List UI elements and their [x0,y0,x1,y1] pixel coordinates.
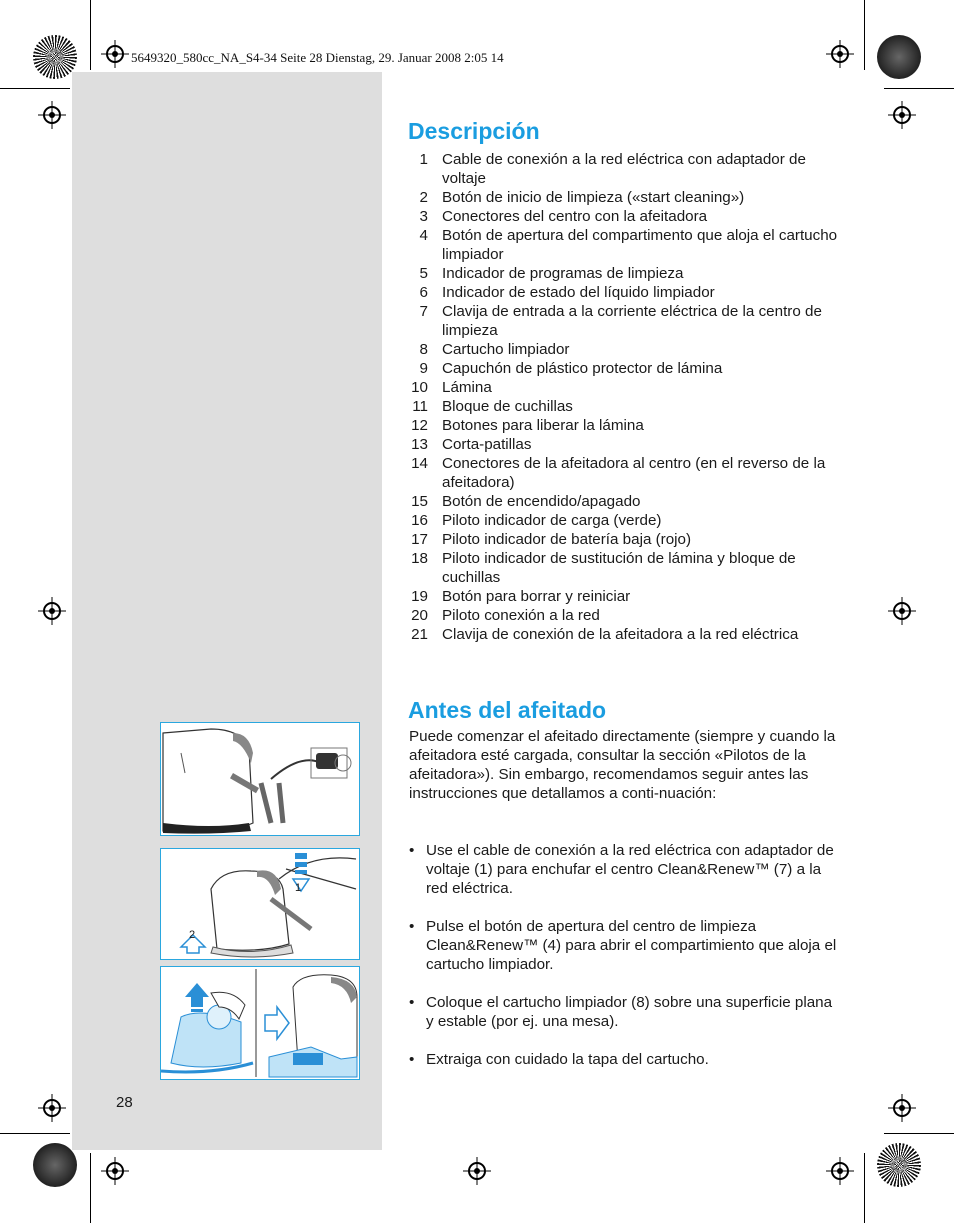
item-text: Corta-patillas [442,436,532,453]
item-number: 12 [411,417,428,434]
item-text: Conectores del centro con la afeitadora [442,208,708,225]
item-text: Botón para borrar y reiniciar [442,588,631,605]
bullet-icon: • [409,994,415,1011]
item-text: Piloto conexión a la red [442,607,600,624]
item-number: 11 [412,398,428,415]
registration-mark-icon [888,597,916,625]
density-patch-icon [877,35,921,79]
item-number: 9 [419,360,428,377]
item-text: Piloto indicador de carga (verde) [442,512,662,529]
instruction-item [409,993,839,1031]
item-number: 14 [411,455,428,472]
crop-mark [90,1153,91,1223]
description-item [400,283,850,302]
item-text: Lámina [442,379,492,396]
item-number: 21 [411,626,428,643]
description-item [400,530,850,549]
description-item [400,207,850,226]
crop-mark [0,1133,70,1134]
crop-mark [884,1133,954,1134]
item-number: 17 [411,531,428,548]
item-text: Indicador de estado del líquido limpiador [442,284,715,301]
crop-mark [864,0,865,70]
page-number: 28 [116,1094,133,1111]
item-number: 1 [419,151,428,168]
item-number: 8 [419,341,428,358]
item-text: Clavija de entrada a la corriente eléctrica de la centro de limpieza [442,303,822,339]
item-text: Cable de conexión a la red eléctrica con adaptador de voltaje [442,151,806,187]
item-number: 6 [419,284,428,301]
registration-mark-icon [463,1157,491,1185]
description-item [400,378,850,397]
item-text: Botón de encendido/apagado [442,493,641,510]
description-item [400,625,850,644]
registration-mark-icon [38,1094,66,1122]
density-patch-icon [33,1143,77,1187]
registration-mark-icon [888,1094,916,1122]
item-number: 7 [419,303,428,320]
instruction-text: Extraiga con cuidado la tapa del cartucho. [426,1051,709,1068]
item-number: 18 [411,550,428,567]
item-text: Piloto indicador de batería baja (rojo) [442,531,692,548]
description-item [400,511,850,530]
figure-step-2-label: 2 [189,929,196,941]
item-number: 15 [411,493,428,510]
description-item [400,454,850,492]
item-text: Piloto indicador de sustitución de lámina y bloque de cuchillas [442,550,796,586]
instruction-text: Pulse el botón de apertura del centro de limpieza Clean&Renew™ (4) para abrir el compartimiento que aloja el cartucho limpiador. [426,918,837,973]
item-number: 13 [411,436,428,453]
registration-mark-icon [826,1157,854,1185]
instruction-item [409,917,839,974]
description-list [400,150,850,644]
instruction-text: Coloque el cartucho limpiador (8) sobre una superficie plana y estable (por ej. una mesa). [426,994,833,1030]
item-number: 20 [411,607,428,624]
description-item [400,549,850,587]
bullet-icon: • [409,918,415,935]
registration-mark-icon [826,40,854,68]
registration-mark-icon [101,40,129,68]
description-item [400,264,850,283]
instruction-text: Use el cable de conexión a la red eléctrica con adaptador de voltaje (1) para enchufar el centro Clean&Renew™ (7) a la red eléctrica. [426,842,834,897]
registration-mark-icon [101,1157,129,1185]
description-item [400,492,850,511]
description-item [400,359,850,378]
item-text: Cartucho limpiador [442,341,570,358]
crop-mark [0,88,70,89]
description-item [400,188,850,207]
description-item [400,226,850,264]
item-text: Indicador de programas de limpieza [442,265,684,282]
item-text: Capuchón de plástico protector de lámina [442,360,723,377]
description-item [400,150,850,188]
item-text: Conectores de la afeitadora al centro (en el reverso de la afeitadora) [442,455,826,491]
item-number: 16 [411,512,428,529]
item-text: Bloque de cuchillas [442,398,573,415]
description-item [400,397,850,416]
print-header: 5649320_580cc_NA_S4-34 Seite 28 Dienstag, 29. Januar 2008 2:05 14 [131,50,504,65]
registration-mark-icon [888,101,916,129]
item-text: Botón de inicio de limpieza («start cleaning») [442,189,745,206]
registration-mark-icon [38,597,66,625]
crop-mark [884,88,954,89]
description-item [400,587,850,606]
star-target-icon [33,35,77,79]
description-item [400,340,850,359]
before-shaving-title: Antes del afeitado [408,697,607,723]
registration-mark-icon [38,101,66,129]
item-number: 5 [419,265,428,282]
intro-paragraph: Puede comenzar el afeitado directamente (siempre y cuando la afeitadora esté cargada, consultar la sección «Pilotos de la afeitadora»). Sin embargo, recomendamos seguir antes las instrucciones que detallamos a conti-nuación: [409,728,836,802]
instruction-item [409,841,839,898]
figure-cartridge [160,966,360,1080]
bullet-icon: • [409,1051,415,1068]
item-text: Botones para liberar la lámina [442,417,644,434]
description-title: Descripción [408,118,540,144]
item-number: 2 [419,189,428,206]
figure-open-station [160,848,360,960]
figure-plug-in [160,722,360,836]
item-number: 3 [419,208,428,225]
crop-mark [90,0,91,70]
item-number: 10 [411,379,428,396]
description-item [400,435,850,454]
figure-step-1-label: 1 [295,882,302,894]
description-item [400,302,850,340]
item-text: Botón de apertura del compartimento que aloja el cartucho limpiador [442,227,838,263]
description-item [400,416,850,435]
instruction-item [409,1050,839,1069]
item-number: 19 [411,588,428,605]
star-target-icon [877,1143,921,1187]
bullet-icon: • [409,842,415,859]
instruction-list [409,841,839,1088]
crop-mark [864,1153,865,1223]
item-text: Clavija de conexión de la afeitadora a la red eléctrica [442,626,799,643]
description-item [400,606,850,625]
item-number: 4 [419,227,428,244]
